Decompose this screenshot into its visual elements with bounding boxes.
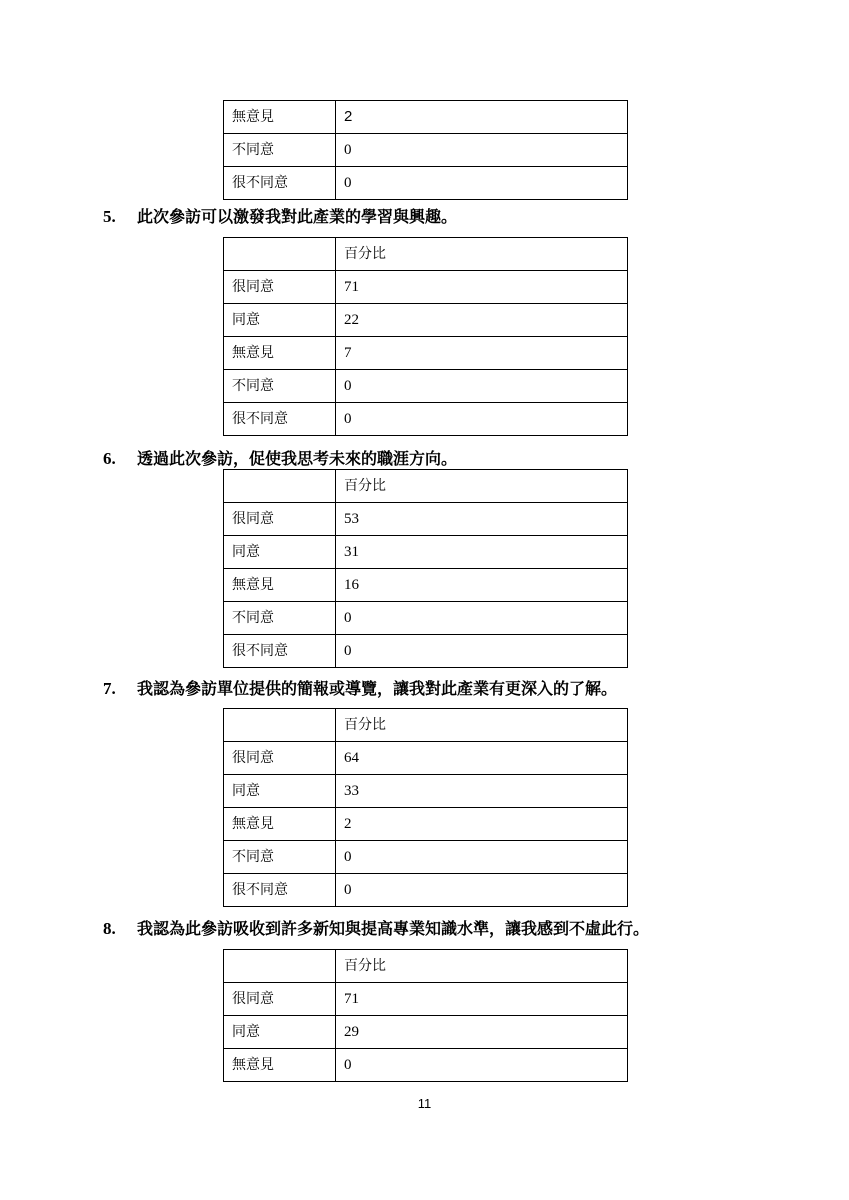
response-value: 0: [336, 370, 628, 403]
header-percent: 百分比: [336, 470, 628, 503]
table-row: [224, 602, 628, 635]
table-row: [224, 370, 628, 403]
response-value: 16: [336, 569, 628, 602]
header-empty-cell: [224, 470, 336, 503]
question-heading: [103, 919, 649, 939]
question-number: 5.: [103, 207, 116, 226]
table-row: [224, 536, 628, 569]
question-text: 透過此次參訪，促使我思考未來的職涯方向。: [137, 449, 458, 468]
table-row: [224, 134, 628, 167]
response-value: 0: [336, 167, 628, 200]
table-header-row: [224, 238, 628, 271]
results-table-continued: [223, 100, 628, 200]
page-number: 11: [417, 1096, 432, 1111]
question-heading: [103, 449, 457, 469]
header-percent: 百分比: [336, 950, 628, 983]
response-label: 很不同意: [224, 167, 336, 200]
response-label: 很同意: [224, 983, 336, 1016]
table-row: [224, 1016, 628, 1049]
results-table: [223, 949, 628, 1082]
response-label: 無意見: [224, 1049, 336, 1082]
response-label: 同意: [224, 775, 336, 808]
response-value: 29: [336, 1016, 628, 1049]
response-label: 不同意: [224, 370, 336, 403]
response-label: 無意見: [224, 569, 336, 602]
table-row: [224, 983, 628, 1016]
table-row: [224, 841, 628, 874]
table-row: [224, 337, 628, 370]
response-value: 33: [336, 775, 628, 808]
response-value: 31: [336, 536, 628, 569]
response-label: 很同意: [224, 271, 336, 304]
response-value: 0: [336, 841, 628, 874]
response-label: 很不同意: [224, 635, 336, 668]
response-value: 0: [336, 635, 628, 668]
response-value: 7: [336, 337, 628, 370]
response-value: 53: [336, 503, 628, 536]
response-value: 0: [336, 403, 628, 436]
question-number: 8.: [103, 919, 116, 938]
header-percent: 百分比: [336, 709, 628, 742]
response-value: 0: [336, 602, 628, 635]
response-value: 0: [336, 134, 628, 167]
table-row: [224, 101, 628, 134]
question-text: 此次參訪可以激發我對此產業的學習與興趣。: [137, 207, 458, 226]
response-label: 很同意: [224, 503, 336, 536]
table-row: [224, 1049, 628, 1082]
response-value: 2: [336, 101, 628, 134]
table-row: [224, 167, 628, 200]
table-header-row: [224, 709, 628, 742]
table-row: [224, 403, 628, 436]
response-value: 71: [336, 271, 628, 304]
header-percent: 百分比: [336, 238, 628, 271]
header-empty-cell: [224, 950, 336, 983]
table-row: [224, 271, 628, 304]
response-label: 同意: [224, 1016, 336, 1049]
table-row: [224, 775, 628, 808]
response-label: 很不同意: [224, 403, 336, 436]
response-value: 22: [336, 304, 628, 337]
header-empty-cell: [224, 238, 336, 271]
table-row: [224, 808, 628, 841]
results-table: [223, 469, 628, 668]
response-value: 71: [336, 983, 628, 1016]
response-label: 無意見: [224, 808, 336, 841]
results-table: [223, 237, 628, 436]
response-value: 0: [336, 1049, 628, 1082]
header-empty-cell: [224, 709, 336, 742]
table-row: [224, 569, 628, 602]
response-value: 0: [336, 874, 628, 907]
question-number: 7.: [103, 679, 116, 698]
table-row: [224, 635, 628, 668]
results-table: [223, 708, 628, 907]
response-label: 很同意: [224, 742, 336, 775]
response-label: 同意: [224, 536, 336, 569]
response-label: 很不同意: [224, 874, 336, 907]
response-label: 不同意: [224, 841, 336, 874]
response-label: 無意見: [224, 101, 336, 134]
question-text: 我認為此參訪吸收到許多新知與提高專業知識水準，讓我感到不虛此行。: [137, 919, 650, 938]
table-row: [224, 503, 628, 536]
table-header-row: [224, 950, 628, 983]
question-heading: [103, 679, 617, 699]
table-header-row: [224, 470, 628, 503]
response-value: 64: [336, 742, 628, 775]
table-row: [224, 304, 628, 337]
response-value: 2: [336, 808, 628, 841]
response-label: 同意: [224, 304, 336, 337]
table-row: [224, 742, 628, 775]
response-label: 不同意: [224, 134, 336, 167]
question-heading: [103, 207, 457, 227]
response-label: 無意見: [224, 337, 336, 370]
table-row: [224, 874, 628, 907]
response-label: 不同意: [224, 602, 336, 635]
question-number: 6.: [103, 449, 116, 468]
question-text: 我認為參訪單位提供的簡報或導覽，讓我對此產業有更深入的了解。: [137, 679, 618, 698]
